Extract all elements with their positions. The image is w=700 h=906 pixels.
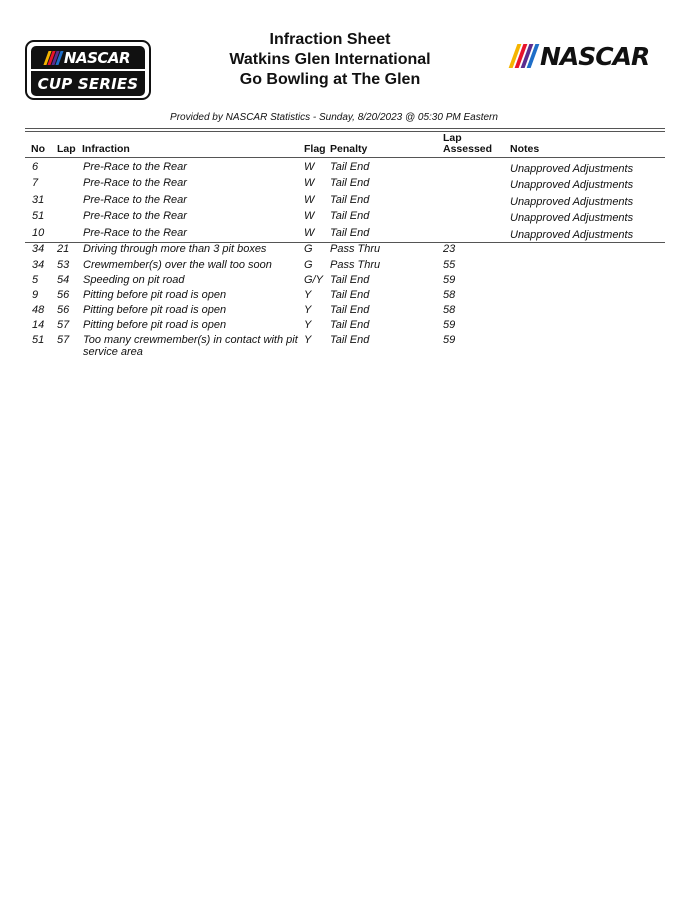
cell-infraction: Pitting before pit road is open [83,304,227,316]
cell-lap: 53 [57,259,70,271]
cell-lap: 57 [57,334,70,346]
cell-car-number: 10 [32,227,45,239]
cell-lap: 54 [57,274,70,286]
cell-notes: Unapproved Adjustments [510,179,634,191]
column-header-penalty: Penalty [330,143,368,155]
cell-infraction: Pre-Race to the Rear [83,161,187,173]
cell-flag: W [304,194,315,206]
cell-flag: W [304,177,315,189]
cup-logo-nascar-word: NASCAR [63,48,131,67]
cell-lap-assessed: 59 [443,319,456,331]
cell-lap: 21 [57,243,70,255]
cell-penalty: Tail End [330,194,370,206]
cell-lap-assessed: 55 [443,259,456,271]
cell-flag: G [304,243,313,255]
cell-penalty: Tail End [330,289,370,301]
cell-car-number: 51 [32,210,45,222]
table-row [0,274,700,290]
cell-penalty: Tail End [330,161,370,173]
header-rule-top [25,128,665,129]
header-rule-top-second [25,131,665,132]
cell-car-number: 34 [32,243,45,255]
cell-infraction: Pitting before pit road is open [83,319,227,331]
cell-notes: Unapproved Adjustments [510,163,634,175]
cell-lap-assessed: 59 [443,334,456,346]
column-header-rule [25,157,665,158]
nascar-logo [513,40,663,72]
column-header-flag: Flag [304,143,326,155]
cell-lap: 57 [57,319,70,331]
table-row [0,289,700,305]
cell-flag: W [304,210,315,222]
cell-car-number: 6 [32,161,39,173]
cell-flag: G [304,259,313,271]
cell-car-number: 31 [32,194,45,206]
cell-car-number: 5 [32,274,39,286]
cell-notes: Unapproved Adjustments [510,229,634,241]
cell-infraction: Pre-Race to the Rear [83,210,187,222]
column-header-lap: Lap [57,143,76,155]
cell-car-number: 48 [32,304,45,316]
column-header-notes: Notes [510,143,540,155]
cell-infraction: Pre-Race to the Rear [83,177,187,189]
table-row [0,319,700,335]
cell-penalty: Tail End [330,274,370,286]
provided-by-line: Provided by NASCAR Statistics - Sunday, 8/20/2023 @ 05:30 PM Eastern [170,112,498,123]
cell-lap-assessed: 59 [443,274,456,286]
table-row [0,334,700,362]
cell-penalty: Tail End [330,319,370,331]
column-header-no: No [31,143,45,155]
table-row [0,177,700,193]
cell-infraction: Pre-Race to the Rear [83,194,187,206]
table-row [0,243,700,259]
cell-notes: Unapproved Adjustments [510,212,634,224]
cell-flag: Y [304,334,312,346]
cell-lap-assessed: 58 [443,289,456,301]
cell-flag: G/Y [304,274,323,286]
cell-penalty: Tail End [330,227,370,239]
cell-lap: 56 [57,304,70,316]
nascar-logo-word: NASCAR [540,41,650,71]
race-name: Go Bowling at The Glen [239,71,421,88]
cell-infraction: Pre-Race to the Rear [83,227,187,239]
cell-infraction: Crewmember(s) over the wall too soon [83,259,272,271]
nascar-cup-series-logo [25,40,151,100]
nascar-logo-stripes [513,44,537,68]
track-name: Watkins Glen International [229,51,431,68]
table-row [0,259,700,275]
column-header-lap-assessed-line2: Assessed [443,143,493,155]
cell-lap: 56 [57,289,70,301]
cell-flag: Y [304,304,312,316]
table-row [0,304,700,320]
cup-logo-series-word: CUP SERIES [37,74,139,93]
cell-penalty: Tail End [330,304,370,316]
cell-penalty: Tail End [330,334,370,346]
cup-logo-top-band [31,46,145,69]
table-row [0,210,700,226]
cell-lap-assessed: 23 [443,243,456,255]
table-row [0,161,700,177]
column-header-lap-assessed-line1: Lap [443,132,462,144]
cell-infraction: Too many crewmember(s) in contact with pit service area [83,334,298,358]
cell-flag: Y [304,319,312,331]
cell-flag: Y [304,289,312,301]
cup-logo-bottom-band [31,71,145,96]
cell-penalty: Tail End [330,210,370,222]
cell-penalty: Pass Thru [330,259,381,271]
document-title-block [180,30,480,90]
cell-infraction: Driving through more than 3 pit boxes [83,243,267,255]
column-header-infraction: Infraction [82,143,130,155]
cell-car-number: 9 [32,289,39,301]
table-row [0,194,700,210]
cell-car-number: 14 [32,319,45,331]
cell-flag: W [304,227,315,239]
cell-penalty: Pass Thru [330,243,381,255]
cell-car-number: 7 [32,177,39,189]
cell-penalty: Tail End [330,177,370,189]
cell-infraction: Speeding on pit road [83,274,185,286]
cell-car-number: 51 [32,334,45,346]
cell-infraction: Pitting before pit road is open [83,289,227,301]
cell-notes: Unapproved Adjustments [510,196,634,208]
cell-car-number: 34 [32,259,45,271]
sheet-title: Infraction Sheet [269,31,391,48]
table-row [0,227,700,243]
cell-lap-assessed: 58 [443,304,456,316]
cell-flag: W [304,161,315,173]
